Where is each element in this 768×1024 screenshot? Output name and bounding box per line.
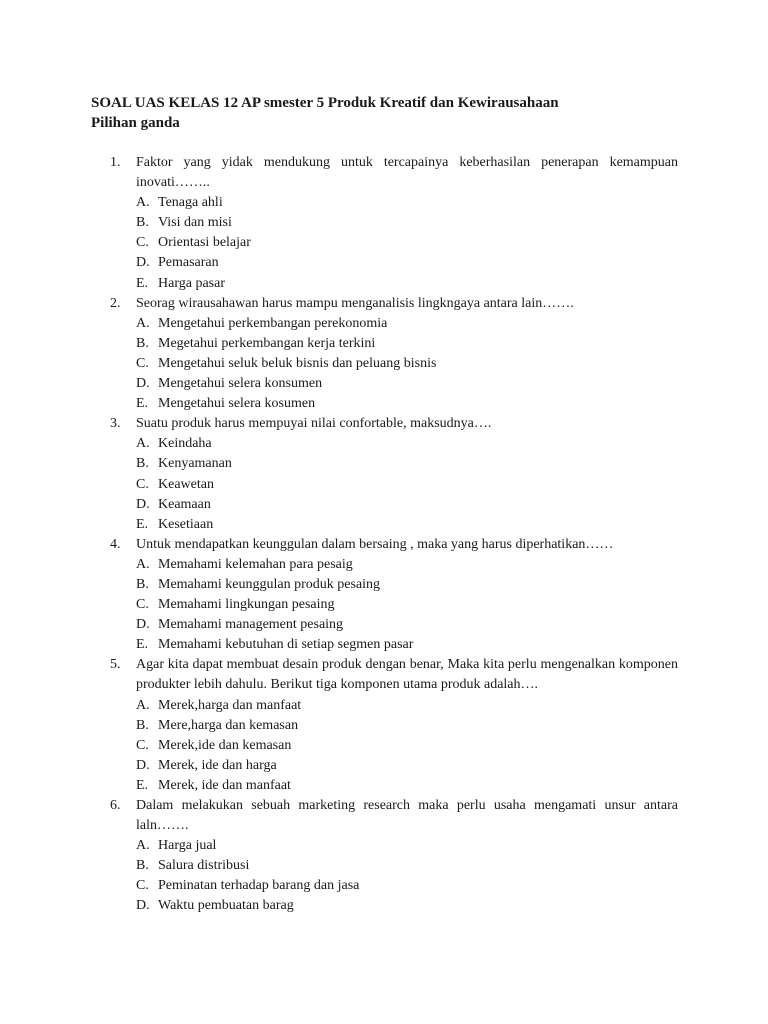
option-letter: D. [136,496,150,512]
answer-option [136,193,678,213]
option-letter: E. [136,777,149,793]
answer-option [136,896,678,916]
answer-options [136,314,678,414]
option-letter: E. [136,516,149,532]
option-letter: C. [136,476,149,492]
option-letter: A. [136,838,150,854]
option-text: Keamaan [158,496,211,512]
question-number: 4. [110,536,121,552]
answer-option [136,274,678,294]
answer-option [136,233,678,253]
option-letter: B. [136,717,149,733]
answer-option [136,555,678,575]
answer-option [136,454,678,474]
question-number: 2. [110,295,121,311]
option-text: Memahami kebutuhan di setiap segmen pasar [158,637,414,653]
question-item [110,294,678,415]
answer-option [136,475,678,495]
section-subtitle: Pilihan ganda [91,115,180,131]
option-letter: B. [136,215,149,231]
question-item [110,153,678,294]
option-text: Mere,harga dan kemasan [158,717,299,733]
answer-option [136,716,678,736]
answer-options [136,836,678,916]
option-text: Orientasi belajar [158,235,251,251]
option-letter: D. [136,757,150,773]
option-letter: D. [136,898,150,914]
answer-option [136,876,678,896]
option-text: Keindaha [158,436,212,452]
option-letter: E. [136,275,149,291]
option-text: Mengetahui selera kosumen [158,396,316,412]
question-text: Seorag wirausahawan harus mampu menganalisis lingkngaya antara lain……. [136,295,574,311]
document-title: SOAL UAS KELAS 12 AP smester 5 Produk Kreatif dan Kewirausahaan [91,95,559,111]
option-letter: C. [136,355,149,371]
option-letter: A. [136,315,150,331]
answer-option [136,736,678,756]
answer-option [136,334,678,354]
option-letter: B. [136,456,149,472]
question-text: Faktor yang yidak mendukung untuk tercapainya keberhasilan penerapan kemampuan inovati…….. [136,155,678,191]
answer-option [136,495,678,515]
question-number: 6. [110,798,121,813]
answer-option [136,354,678,374]
answer-option [136,434,678,454]
question-text: Dalam melakukan sebuah marketing research maka perlu usaha mengamati unsur antara laln……. [136,798,678,834]
option-letter: D. [136,376,150,392]
option-text: Harga pasar [158,275,225,291]
question-item [110,535,678,656]
answer-options [136,696,678,796]
question-item [110,796,678,917]
option-text: Tenaga ahli [158,195,223,211]
document-heading [91,93,559,133]
option-text: Mengetahui perkembangan perekonomia [158,315,388,331]
answer-option [136,374,678,394]
option-text: Keawetan [158,476,214,492]
option-letter: C. [136,878,149,894]
option-text: Memahami lingkungan pesaing [158,597,335,613]
answer-option [136,595,678,615]
question-number: 1. [110,155,121,170]
option-text: Harga jual [158,838,217,854]
option-text: Memahami management pesaing [158,617,344,633]
answer-option [136,615,678,635]
option-text: Pemasaran [158,255,219,271]
answer-option [136,856,678,876]
answer-option [136,314,678,334]
answer-option [136,635,678,655]
option-letter: C. [136,597,149,613]
option-text: Mengetahui seluk beluk bisnis dan peluang bisnis [158,355,437,371]
option-text: Mengetahui selera konsumen [158,376,323,392]
option-letter: C. [136,737,149,753]
option-text: Peminatan terhadap barang dan jasa [158,878,360,894]
option-text: Memahami keunggulan produk pesaing [158,576,381,592]
option-text: Memahami kelemahan para pesaig [158,556,353,572]
answer-option [136,515,678,535]
answer-option [136,394,678,414]
answer-option [136,253,678,273]
question-text: Suatu produk harus mempuyai nilai confortable, maksudnya…. [136,416,492,432]
answer-options [136,193,678,293]
question-item [110,655,678,796]
option-text: Merek, ide dan harga [158,757,277,773]
option-letter: A. [136,436,150,452]
option-letter: E. [136,396,149,412]
option-text: Kenyamanan [158,456,232,472]
question-item [110,414,678,535]
option-letter: D. [136,617,150,633]
option-letter: D. [136,255,150,271]
option-letter: B. [136,335,149,351]
answer-option [136,696,678,716]
answer-option [136,756,678,776]
option-text: Merek, ide dan manfaat [158,777,291,793]
option-text: Salura distribusi [158,858,250,874]
option-letter: A. [136,556,150,572]
answer-option [136,836,678,856]
answer-options [136,434,678,534]
question-number: 3. [110,416,121,432]
option-letter: C. [136,235,149,251]
option-letter: B. [136,576,149,592]
answer-option [136,213,678,233]
question-text: Untuk mendapatkan keunggulan dalam bersaing , maka yang harus diperhatikan…… [136,536,614,552]
option-text: Merek,harga dan manfaat [158,697,302,713]
option-text: Visi dan misi [158,215,232,231]
option-text: Megetahui perkembangan kerja terkini [158,335,376,351]
option-letter: A. [136,697,150,713]
question-list [110,153,678,917]
option-text: Waktu pembuatan barag [158,898,294,914]
question-text: Agar kita dapat membuat desain produk dengan benar, Maka kita perlu mengenalkan komponen produkter lebih dahulu. Berikut tiga komponen utama produk adalah…. [136,657,678,693]
answer-option [136,776,678,796]
option-letter: B. [136,858,149,874]
option-text: Kesetiaan [158,516,214,532]
answer-options [136,555,678,655]
question-number: 5. [110,657,121,673]
option-text: Merek,ide dan kemasan [158,737,292,753]
answer-option [136,575,678,595]
option-letter: E. [136,637,149,653]
option-letter: A. [136,195,150,211]
